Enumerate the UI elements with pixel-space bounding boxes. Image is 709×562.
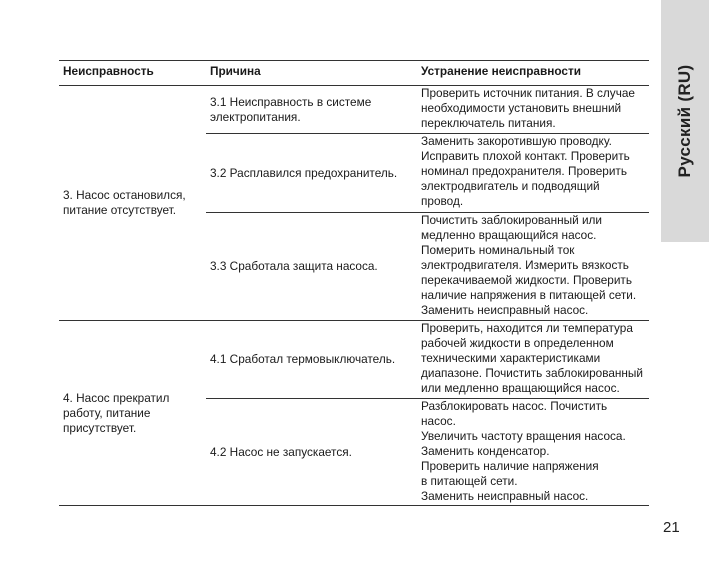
header-fault: Неисправность [59, 61, 206, 86]
remedy-cell: Разблокировать насос. Почистить насос. Увеличить частоту вращения насоса. Заменить конденсатор. Проверить наличие напряжения в питающей сети. Заменить неисправный насос. [417, 399, 649, 506]
header-cause: Причина [206, 61, 417, 86]
cause-cell: 4.2 Насос не запускается. [206, 399, 417, 506]
remedy-cell: Заменить закоротившую проводку. Исправить плохой контакт. Проверить номинал предохранителя. Проверить электродвигатель и подводящий провод. [417, 134, 649, 213]
cause-cell: 4.1 Сработал термовыключатель. [206, 321, 417, 399]
language-tab-label: Русский (RU) [675, 64, 694, 178]
page-number: 21 [663, 519, 680, 536]
table-row [59, 321, 649, 399]
remedy-cell: Почистить заблокированный или медленно вращающийся насос. Померить номинальный ток электродвигателя. Измерить вязкость перекачиваемой жидкости. Проверить наличие напряжения в питающей сети. Заменить неисправный насос. [417, 213, 649, 321]
cause-cell: 3.3 Сработала защита насоса. [206, 213, 417, 321]
cause-cell: 3.1 Неисправность в системе электропитания. [206, 86, 417, 134]
fault-cell: 3. Насос остановился, питание отсутствует. [59, 86, 206, 321]
table-header-row [59, 61, 649, 86]
cause-cell: 3.2 Расплавился предохранитель. [206, 134, 417, 213]
header-remedy: Устранение неисправности [417, 61, 649, 86]
table-row [59, 86, 649, 134]
language-tab [661, 0, 709, 242]
remedy-cell: Проверить источник питания. В случае необходимости установить внешний переключатель питания. [417, 86, 649, 134]
fault-cell: 4. Насос прекратил работу, питание присутствует. [59, 321, 206, 506]
remedy-cell: Проверить, находится ли температура рабочей жидкости в определенном техническими характеристиками диапазоне. Почистить заблокированный или медленно вращающийся насос. [417, 321, 649, 399]
troubleshooting-table [59, 60, 649, 506]
